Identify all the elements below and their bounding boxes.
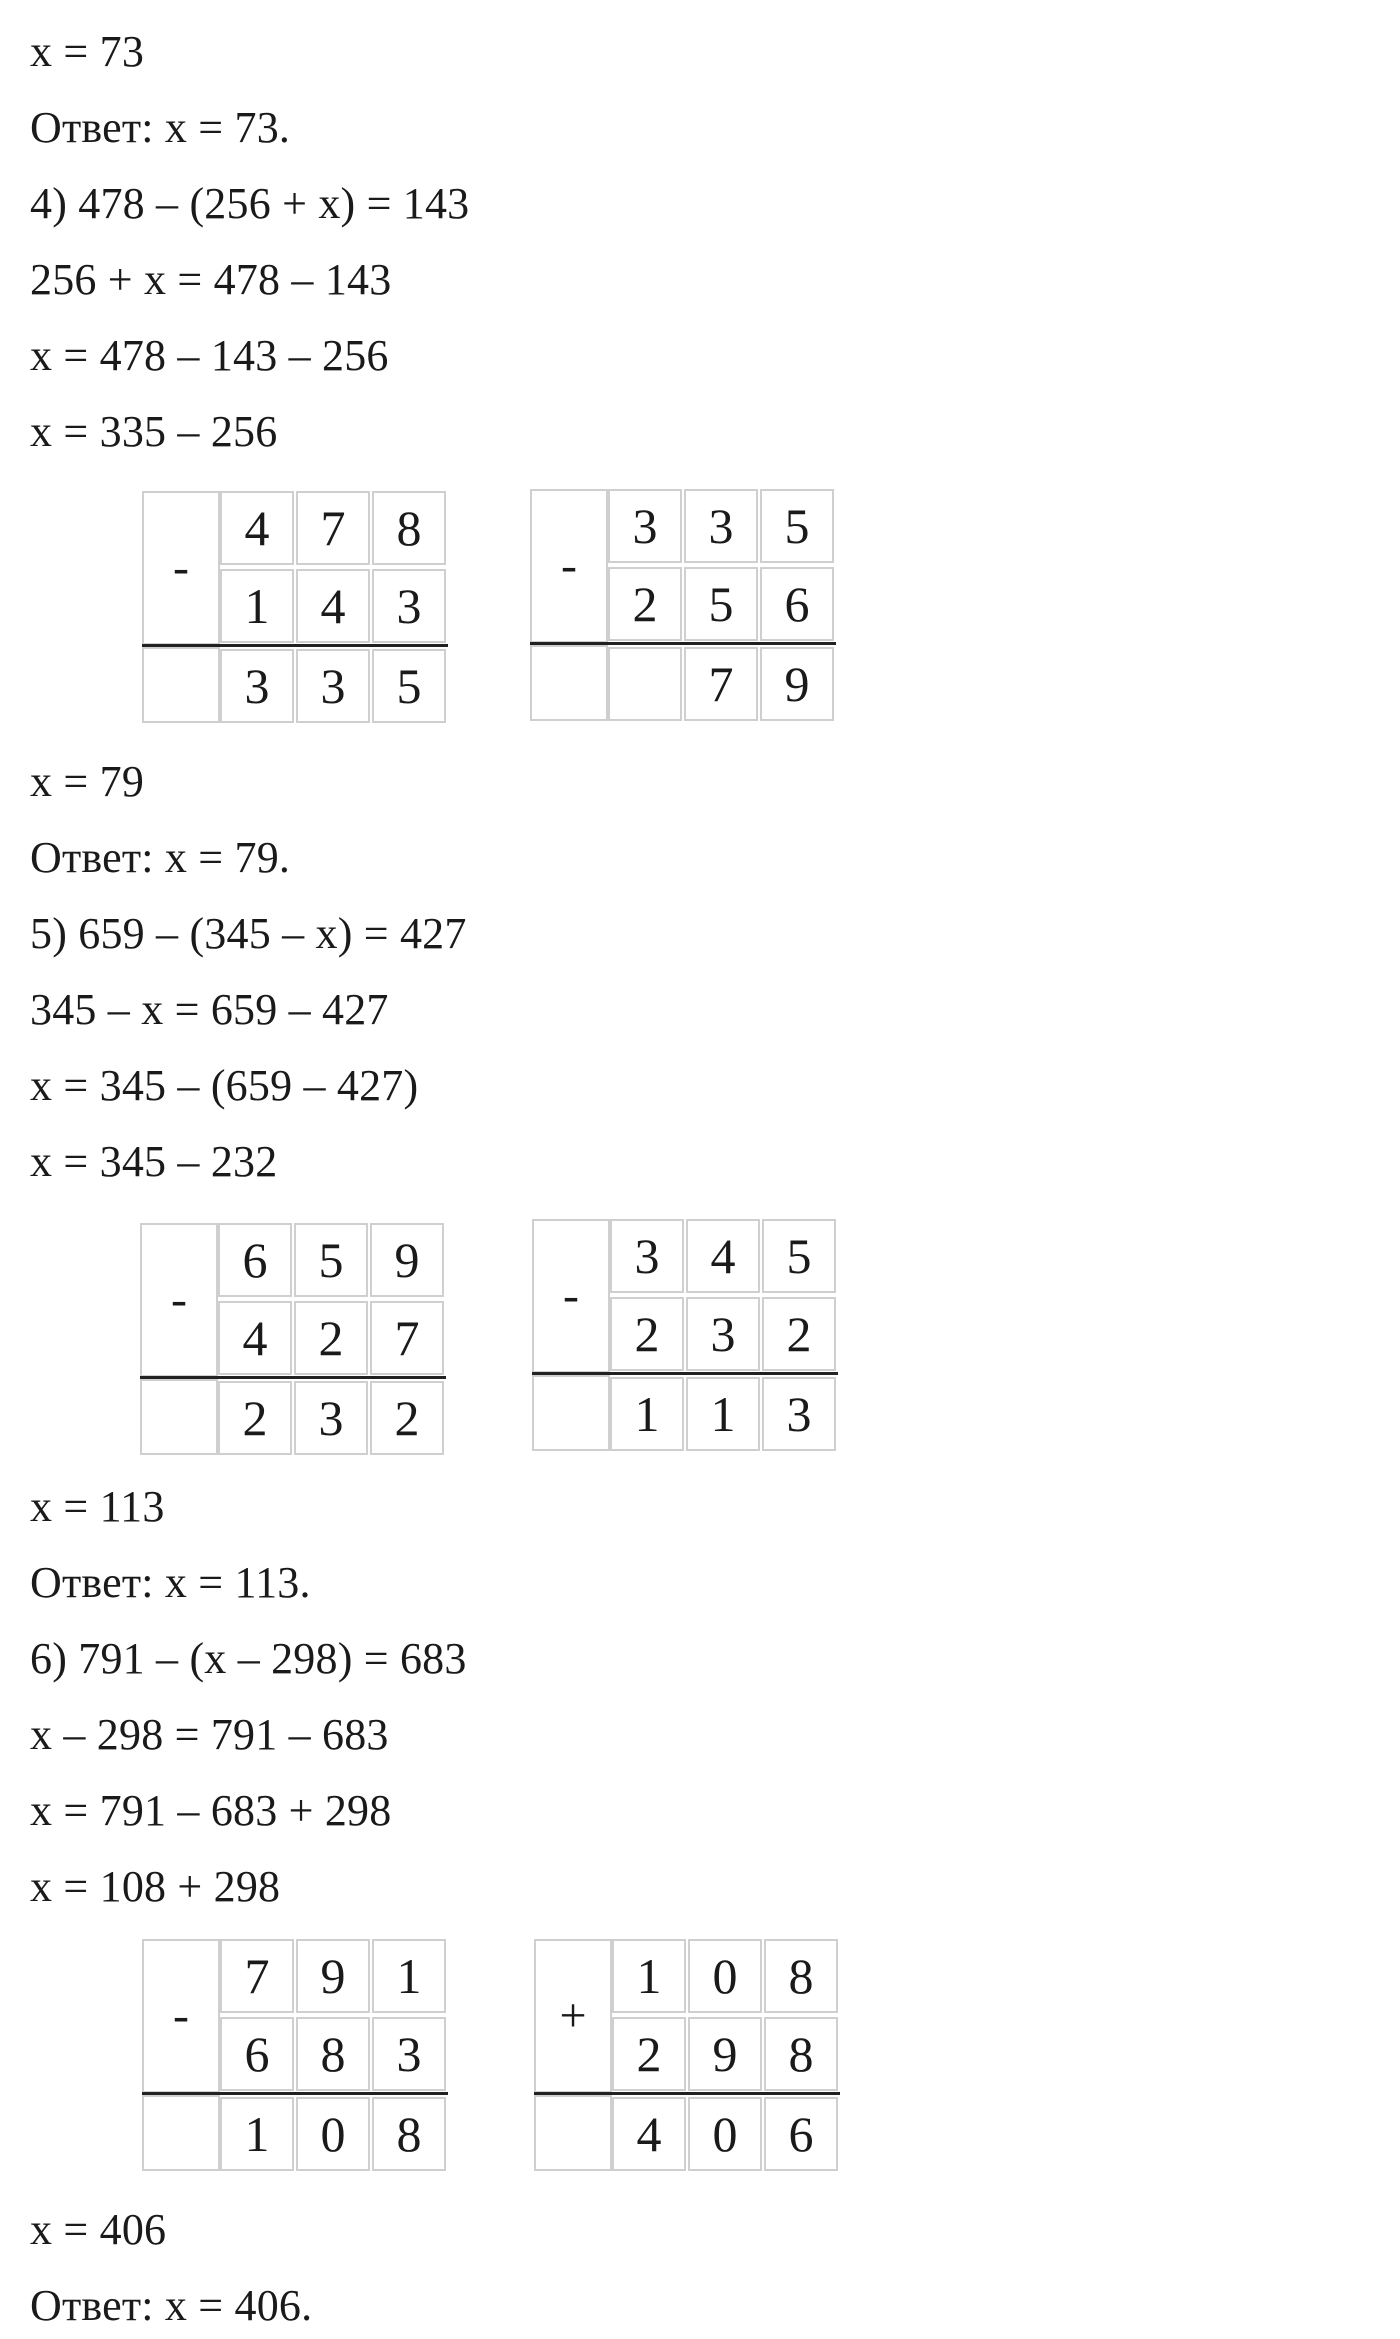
operator-sign: - — [142, 1939, 220, 2093]
solution-line: x = 335 – 256 — [30, 407, 278, 456]
result-line — [530, 642, 836, 645]
minuend-digit: 5 — [760, 489, 834, 563]
result-digit: 7 — [684, 647, 758, 721]
operator-sign: - — [532, 1219, 610, 1373]
solution-line: 4) 478 – (256 + x) = 143 — [30, 179, 470, 228]
solution-line: x – 298 = 791 – 683 — [30, 1710, 389, 1759]
solution-line: x = 79 — [30, 757, 145, 806]
solution-line: x = 791 – 683 + 298 — [30, 1786, 392, 1835]
solution-line: x = 345 – (659 – 427) — [30, 1061, 419, 1110]
minuend-digit: 7 — [296, 491, 370, 565]
subtrahend-digit: 7 — [370, 1301, 444, 1375]
solution-line: Ответ: x = 79. — [30, 833, 291, 882]
subtrahend-digit: 2 — [608, 567, 682, 641]
solution-line: x = 478 – 143 – 256 — [30, 331, 389, 380]
result-digit: 4 — [612, 2097, 686, 2171]
operator-sign: - — [530, 489, 608, 643]
column-calculation — [142, 491, 448, 723]
subtrahend-digit: 5 — [684, 567, 758, 641]
result-digit: 1 — [220, 2097, 294, 2171]
solution-line: 6) 791 – (x – 298) = 683 — [30, 1634, 467, 1683]
empty-cell — [530, 645, 608, 721]
result-digit: 2 — [218, 1381, 292, 1455]
minuend-digit: 9 — [370, 1223, 444, 1297]
minuend-digit: 4 — [686, 1219, 760, 1293]
column-calculation — [534, 1939, 840, 2171]
solution-line: 5) 659 – (345 – x) = 427 — [30, 909, 467, 958]
column-calculation — [142, 1939, 448, 2171]
result-digit: 2 — [370, 1381, 444, 1455]
solution-line: x = 406 — [30, 2205, 167, 2254]
minuend-digit: 3 — [684, 489, 758, 563]
result-digit: 3 — [762, 1377, 836, 1451]
minuend-digit: 4 — [220, 491, 294, 565]
subtrahend-digit: 8 — [764, 2017, 838, 2091]
result-digit: 0 — [296, 2097, 370, 2171]
solution-line: 256 + x = 478 – 143 — [30, 255, 392, 304]
subtrahend-digit: 2 — [610, 1297, 684, 1371]
column-calculation — [532, 1219, 838, 1451]
result-digit — [608, 647, 682, 721]
minuend-digit: 9 — [296, 1939, 370, 2013]
solution-line: x = 345 – 232 — [30, 1137, 278, 1186]
empty-cell — [140, 1379, 218, 1455]
subtrahend-digit: 4 — [296, 569, 370, 643]
minuend-digit: 5 — [762, 1219, 836, 1293]
subtrahend-digit: 8 — [296, 2017, 370, 2091]
result-digit: 8 — [372, 2097, 446, 2171]
minuend-digit: 3 — [608, 489, 682, 563]
minuend-digit: 5 — [294, 1223, 368, 1297]
empty-cell — [532, 1375, 610, 1451]
minuend-digit: 3 — [610, 1219, 684, 1293]
result-digit: 5 — [372, 649, 446, 723]
subtrahend-digit: 2 — [762, 1297, 836, 1371]
subtrahend-digit: 4 — [218, 1301, 292, 1375]
solution-line: x = 73 — [30, 27, 145, 76]
result-line — [142, 644, 448, 647]
result-digit: 1 — [610, 1377, 684, 1451]
solution-line: x = 108 + 298 — [30, 1862, 281, 1911]
result-digit: 3 — [220, 649, 294, 723]
subtrahend-digit: 3 — [686, 1297, 760, 1371]
empty-cell — [534, 2095, 612, 2171]
result-line — [142, 2092, 448, 2095]
empty-cell — [142, 2095, 220, 2171]
result-digit: 3 — [296, 649, 370, 723]
result-line — [532, 1372, 838, 1375]
minuend-digit: 1 — [612, 1939, 686, 2013]
column-calculation — [530, 489, 836, 721]
solution-line: 345 – x = 659 – 427 — [30, 985, 389, 1034]
subtrahend-digit: 9 — [688, 2017, 762, 2091]
result-digit: 1 — [686, 1377, 760, 1451]
minuend-digit: 6 — [218, 1223, 292, 1297]
subtrahend-digit: 6 — [220, 2017, 294, 2091]
minuend-digit: 7 — [220, 1939, 294, 2013]
result-digit: 6 — [764, 2097, 838, 2171]
subtrahend-digit: 6 — [760, 567, 834, 641]
minuend-digit: 8 — [372, 491, 446, 565]
solution-line: x = 113 — [30, 1482, 165, 1531]
subtrahend-digit: 2 — [294, 1301, 368, 1375]
subtrahend-digit: 2 — [612, 2017, 686, 2091]
subtrahend-digit: 3 — [372, 2017, 446, 2091]
solution-line: Ответ: x = 73. — [30, 103, 291, 152]
solution-line: Ответ: x = 406. — [30, 2281, 313, 2330]
result-digit: 3 — [294, 1381, 368, 1455]
operator-sign: - — [140, 1223, 218, 1377]
column-calculation — [140, 1223, 446, 1455]
empty-cell — [142, 647, 220, 723]
subtrahend-digit: 3 — [372, 569, 446, 643]
result-line — [140, 1376, 446, 1379]
minuend-digit: 8 — [764, 1939, 838, 2013]
operator-sign: + — [534, 1939, 612, 2093]
minuend-digit: 0 — [688, 1939, 762, 2013]
solution-line: Ответ: x = 113. — [30, 1558, 311, 1607]
result-digit: 9 — [760, 647, 834, 721]
result-line — [534, 2092, 840, 2095]
operator-sign: - — [142, 491, 220, 645]
subtrahend-digit: 1 — [220, 569, 294, 643]
result-digit: 0 — [688, 2097, 762, 2171]
minuend-digit: 1 — [372, 1939, 446, 2013]
